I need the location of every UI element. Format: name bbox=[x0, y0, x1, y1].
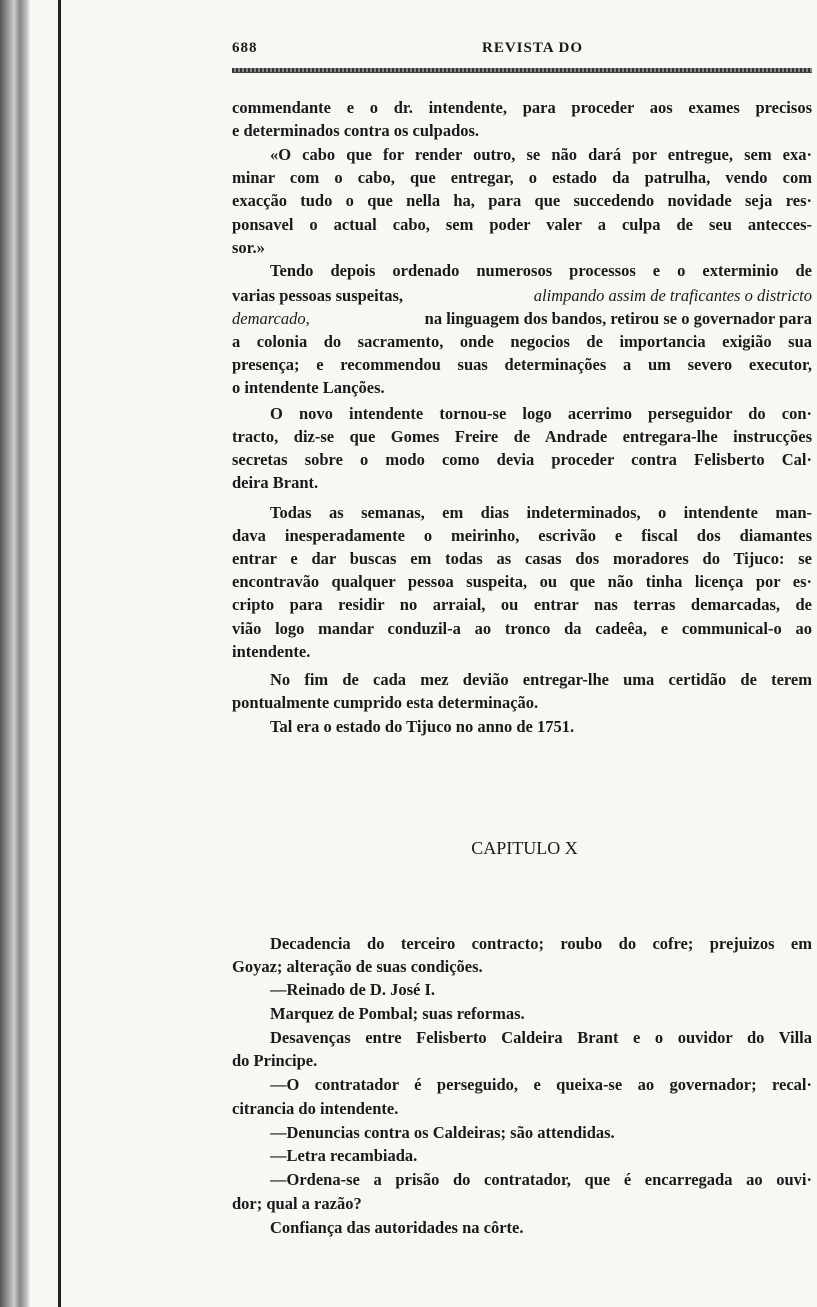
summary-line: do Principe. bbox=[232, 1051, 318, 1070]
header-rule bbox=[232, 68, 812, 73]
scan-page-edge-line bbox=[58, 0, 61, 1307]
summary-line: Confiança das autoridades na côrte. bbox=[270, 1218, 524, 1237]
text-line: cripto para residir no arraial, ou entrar nas terras demarcadas, de bbox=[232, 595, 812, 614]
text-line: tracto, diz-se que Gomes Freire de Andrade entregara-lhe instrucções bbox=[232, 427, 812, 446]
text-line: commendante e o dr. intendente, para proceder aos exames precisos bbox=[232, 98, 812, 117]
text-line: pontualmente cumprido esta determinação. bbox=[232, 693, 539, 712]
summary-line: —Ordena-se a prisão do contratador, que é encarregada ao ouvi· bbox=[270, 1170, 812, 1189]
text-line: Todas as semanas, em dias indeterminados, o intendente man- bbox=[270, 503, 812, 522]
summary-line: —O contratador é perseguido, e queixa-se ao governador; recal· bbox=[270, 1075, 812, 1094]
italic-quote: alimpando assim de traficantes o districto bbox=[533, 286, 812, 305]
summary-line: Decadencia do terceiro contracto; roubo do cofre; prejuizos em bbox=[270, 934, 812, 953]
text-line: presença; e recommendou suas determinações a um severo executor, bbox=[232, 355, 812, 374]
text-segment: varias pessoas suspeitas, bbox=[232, 286, 403, 305]
text-segment: na linguagem dos bandos, retirou se o governador para bbox=[424, 309, 812, 328]
text-line: «O cabo que for render outro, se não dará por entregue, sem exa· bbox=[270, 145, 812, 164]
summary-line: Goyaz; alteração de suas condições. bbox=[232, 957, 483, 976]
text-line: ponsavel o actual cabo, sem poder valer a culpa de seu antecces- bbox=[232, 215, 812, 234]
text-line: minar com o cabo, que entregar, o estado da patrulha, vendo com bbox=[232, 168, 812, 187]
text-line: exacção tudo o que nella ha, para que succedendo novidade seja res· bbox=[232, 191, 812, 210]
summary-line: Marquez de Pombal; suas reformas. bbox=[270, 1004, 525, 1023]
summary-line: —Denuncias contra os Caldeiras; são attendidas. bbox=[270, 1123, 615, 1142]
text-line: e determinados contra os culpados. bbox=[232, 121, 480, 140]
summary-line: —Reinado de D. José I. bbox=[270, 980, 436, 999]
text-line: o intendente Lanções. bbox=[232, 378, 385, 397]
text-line: dava inesperadamente o meirinho, escrivão e fiscal dos diamantes bbox=[232, 526, 812, 545]
text-line: encontravão qualquer pessoa suspeita, ou que não tinha licença por es· bbox=[232, 572, 812, 591]
chapter-title: CAPITULO X bbox=[471, 838, 578, 858]
summary-line: citrancia do intendente. bbox=[232, 1099, 399, 1118]
page-number: 688 bbox=[232, 40, 258, 56]
text-line: Tal era o estado do Tijuco no anno de 1751. bbox=[270, 717, 575, 736]
text-line bbox=[232, 286, 812, 306]
text-line: vião logo mandar conduzil-a ao tronco da cadeêa, e communical-o ao bbox=[232, 619, 812, 638]
text-line bbox=[232, 309, 812, 329]
text-line: intendente. bbox=[232, 642, 311, 661]
scan-binding-edge bbox=[0, 0, 30, 1307]
text-line: deira Brant. bbox=[232, 473, 319, 492]
running-title: REVISTA DO bbox=[482, 40, 583, 56]
text-line: O novo intendente tornou-se logo acerrimo perseguidor do con· bbox=[270, 404, 812, 423]
text-line: sor.» bbox=[232, 238, 265, 257]
summary-line: dor; qual a razão? bbox=[232, 1194, 362, 1213]
text-line: a colonia do sacramento, onde negocios de importancia exigião sua bbox=[232, 332, 812, 351]
text-line: No fim de cada mez devião entregar-lhe uma certidão de terem bbox=[270, 670, 812, 689]
summary-line: —Letra recambiada. bbox=[270, 1146, 418, 1165]
text-line: Tendo depois ordenado numerosos processos e o exterminio de bbox=[270, 261, 812, 280]
italic-quote: demarcado, bbox=[232, 309, 310, 328]
text-line: entrar e dar buscas em todas as casas dos moradores do Tijuco: se bbox=[232, 549, 812, 568]
summary-line: Desavenças entre Felisberto Caldeira Brant e o ouvidor do Villa bbox=[270, 1028, 812, 1047]
chapter-heading bbox=[0, 838, 817, 859]
text-line: secretas sobre o modo como devia proceder contra Felisberto Cal· bbox=[232, 450, 812, 469]
